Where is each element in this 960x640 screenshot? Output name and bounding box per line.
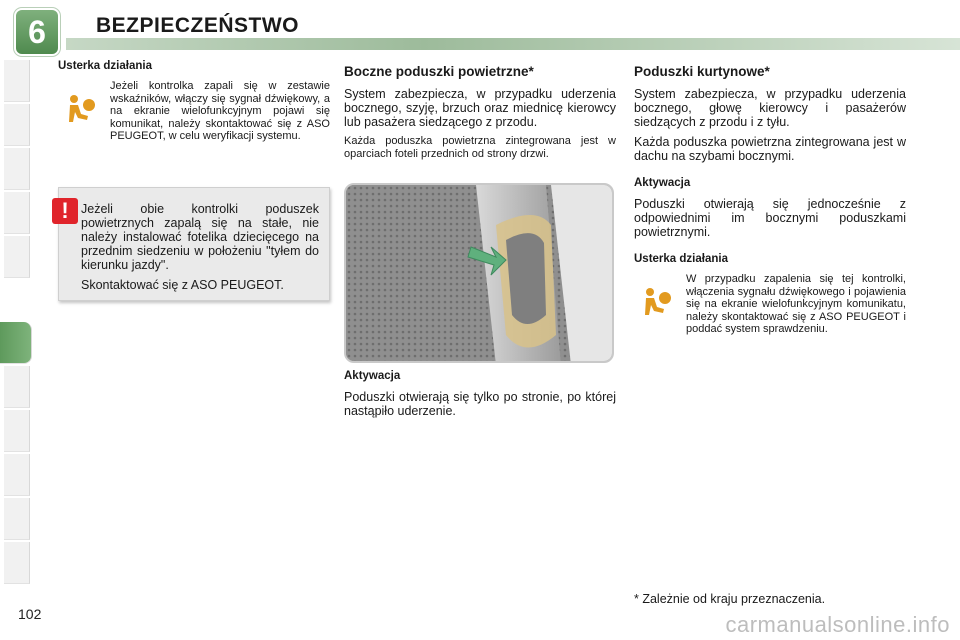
column-right [634,60,906,336]
chapter-tab-11[interactable] [4,542,30,584]
fault-block-left [58,80,330,143]
chapter-title: BEZPIECZEŃSTWO [96,14,300,37]
chapter-number-badge: 6 [16,10,58,54]
fault-text-left: Jeżeli kontrolka zapali się w zestawie wskaźników, włączy się sygnał dźwiękowy, a na ekranie wielofunkcyjnym pojawi się komunikat, należy skontaktować się z ASO PEUGEOT, w celu weryfikacji systemu. [110,80,330,142]
header-rule [66,38,960,50]
warning-exclamation-icon: ! [52,198,78,224]
watermark: carmanualsonline.info [725,612,950,637]
chapter-header [0,0,960,52]
airbag-warning-icon [640,285,674,319]
page-number: 102 [18,606,42,622]
side-airbags-heading: Boczne poduszki powietrzne* [344,64,534,79]
chapter-tab-2[interactable] [4,104,30,146]
warning-text: Jeżeli obie kontrolki poduszek powietrznych zapalą się na stałe, nie należy instalować fotelika dziecięcego na przednim siedzeniu w położeniu "tyłem do kierunku jazdy". [81,202,319,272]
chapter-tab-10[interactable] [4,498,30,540]
chapter-tabs [0,60,34,580]
chapter-tab-9[interactable] [4,454,30,496]
chapter-tab-7[interactable] [4,366,30,408]
fault-text-right: W przypadku zapalenia się tej kontrolki, włączenia sygnału dźwiękowego i pojawienia się na ekranie wielofunkcyjnym komunikatu, należy skontaktować się z ASO PEUGEOT i poddać system sprawdzeniu. [686,273,906,335]
footnote: * Zależnie od kraju przeznaczenia. [634,592,826,606]
fault-heading-right: Usterka działania [634,253,728,265]
curtain-activation-text: Poduszki otwierają się jednocześnie z odpowiednimi im bocznymi poduszkami powietrznymi. [634,197,906,239]
side-airbags-integrated: Każda poduszka powietrzna zintegrowana jest w oparciach foteli przednich od strony drzwi. [344,135,616,160]
chapter-tab-3[interactable] [4,148,30,190]
chapter-tab-4[interactable] [4,192,30,234]
column-middle-bottom [344,370,616,418]
column-middle [344,60,616,160]
seat-side-airbag-image [344,183,614,363]
side-airbags-intro: System zabezpiecza, w przypadku uderzenia bocznego, szyję, brzuch oraz miednicę kierowcy lub pasażera siedzącego z przodu. [344,87,616,129]
curtain-airbags-integrated: Każda poduszka powietrzna zintegrowana jest w dachu na szybami bocznymi. [634,135,906,163]
fault-block-right [634,273,906,336]
curtain-airbags-heading: Poduszki kurtynowe* [634,64,770,79]
side-activation-heading: Aktywacja [344,370,401,382]
chapter-tab-1[interactable] [4,60,30,102]
column-left [58,60,330,143]
airbag-warning-icon [64,92,98,126]
chapter-tab-8[interactable] [4,410,30,452]
chapter-tab-5[interactable] [4,236,30,278]
warning-contact: Skontaktować się z ASO PEUGEOT. [81,278,284,292]
warning-box [58,187,330,301]
chapter-tab-6-active[interactable] [0,322,32,364]
curtain-airbags-intro: System zabezpiecza, w przypadku uderzenia bocznego, głowę kierowcy i pasażerów siedzących z przodu i z tyłu. [634,87,906,129]
fault-heading-left: Usterka działania [58,60,152,72]
side-activation-text: Poduszki otwierają się tylko po stronie, po której nastąpiło uderzenie. [344,390,616,418]
curtain-activation-heading: Aktywacja [634,177,691,189]
